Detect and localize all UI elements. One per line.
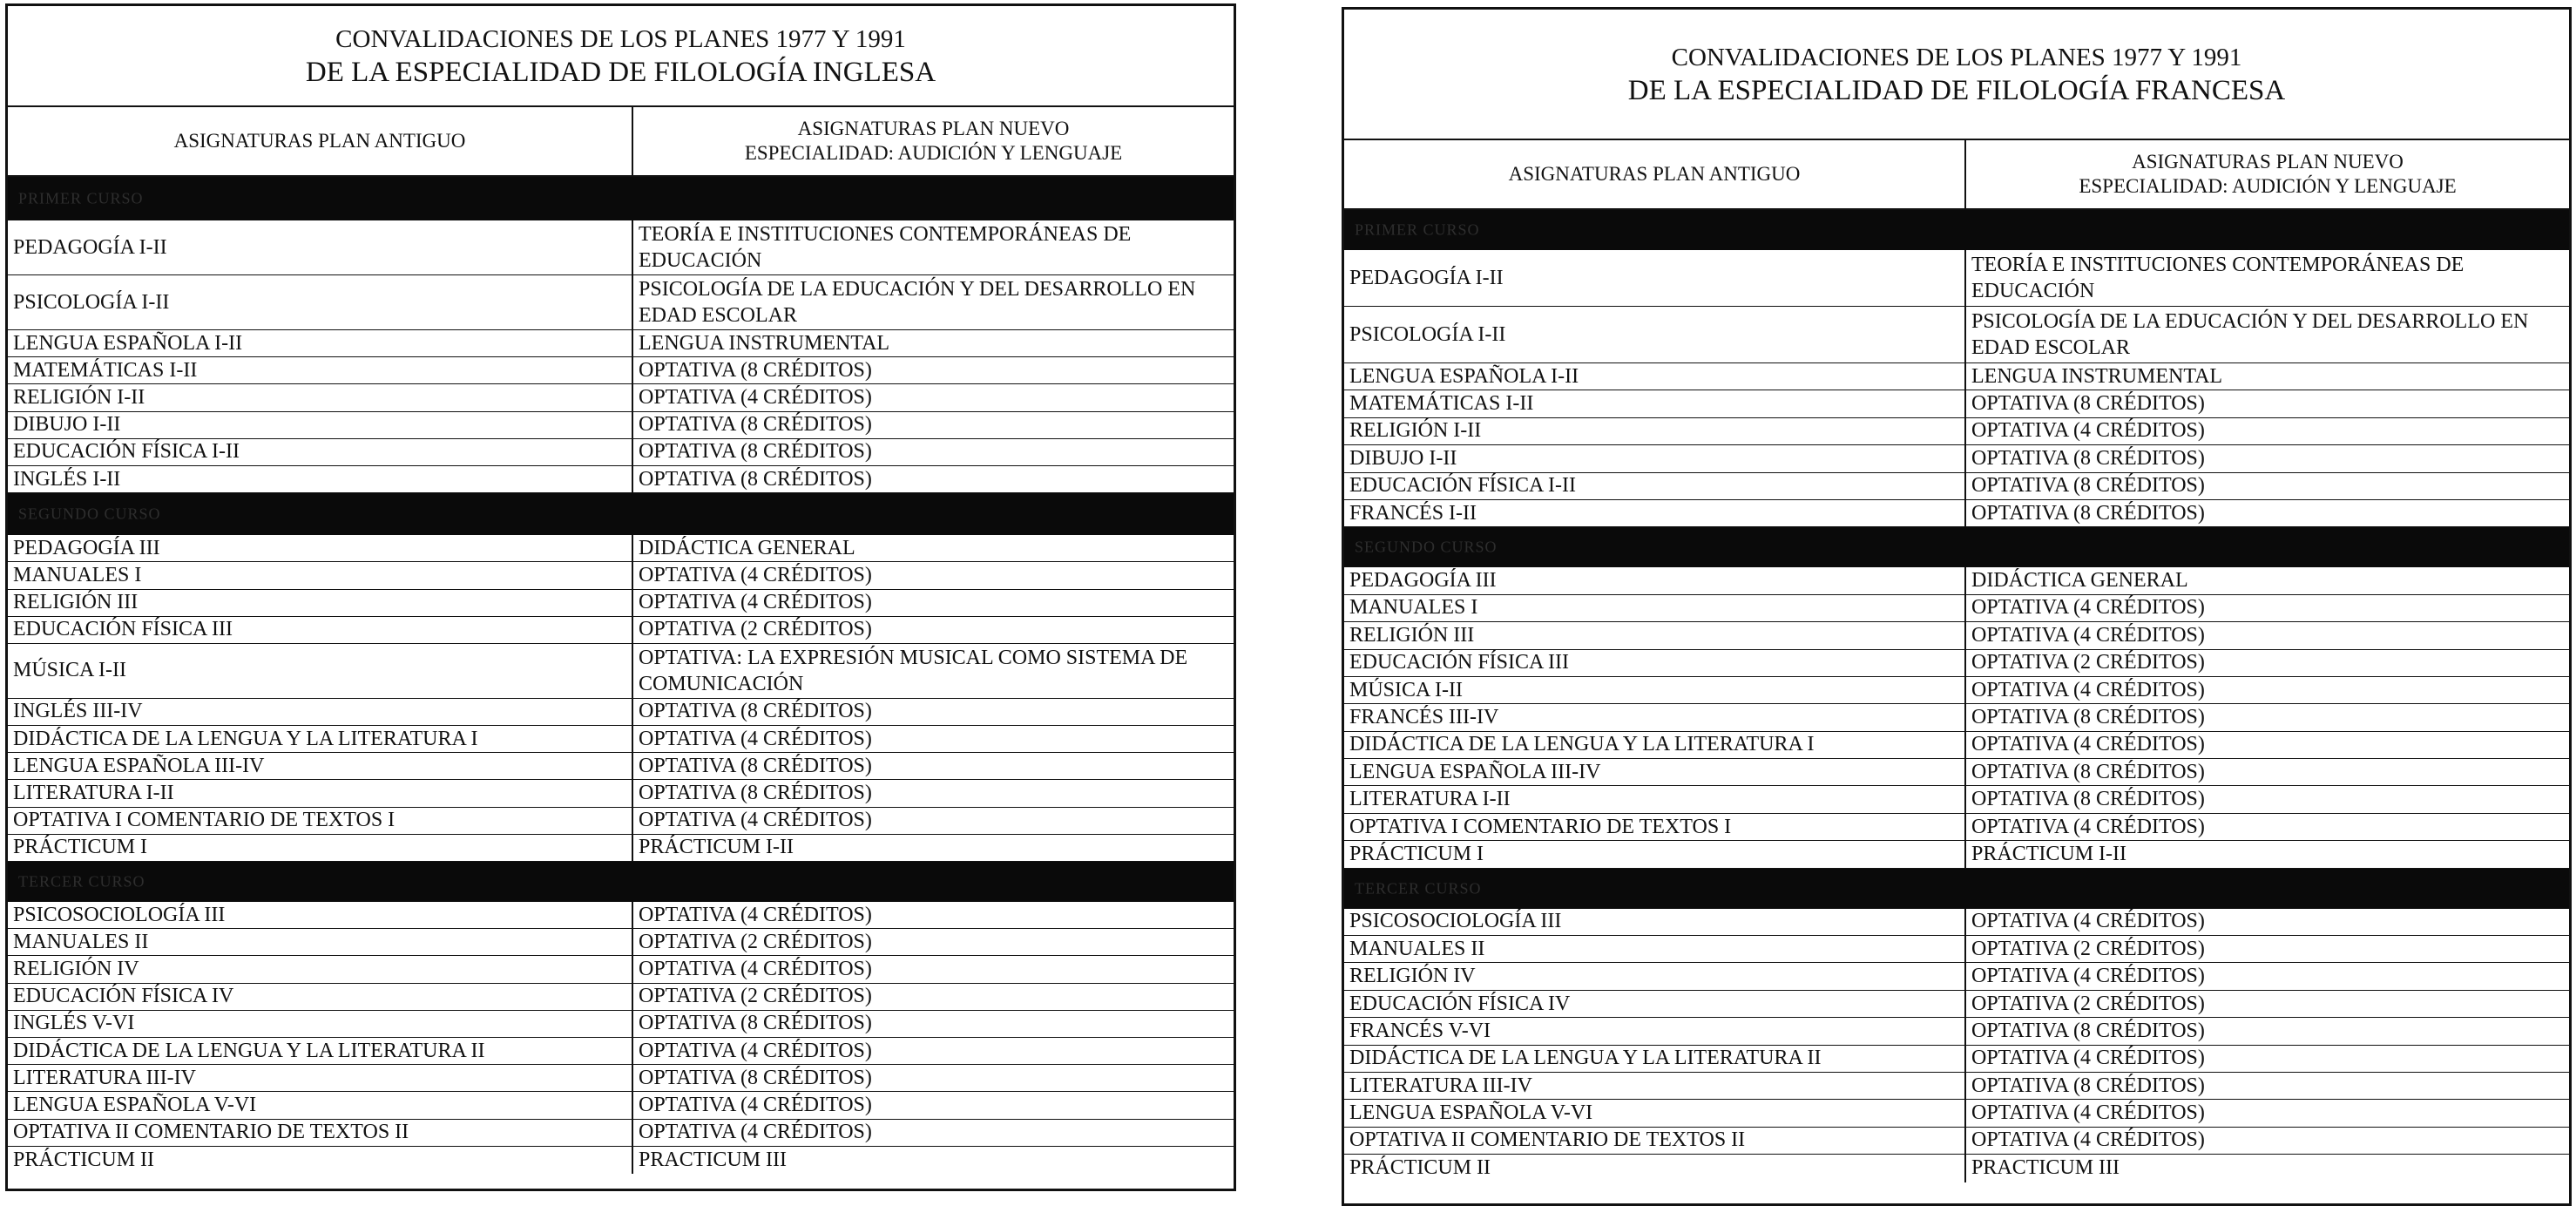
cell-plan-antiguo: EDUCACIÓN FÍSICA I-II [1344,473,1966,499]
table-row [1344,936,2569,963]
header-plan-antiguo: ASIGNATURAS PLAN ANTIGUO [8,107,633,175]
cell-plan-antiguo: RELIGIÓN III [8,590,633,616]
cell-plan-antiguo: OPTATIVA II COMENTARIO DE TEXTOS II [1344,1128,1966,1154]
table-row [8,780,1234,807]
cell-plan-antiguo: PEDAGOGÍA I-II [1344,250,1966,306]
cell-plan-antiguo: PEDAGOGÍA III [8,535,633,561]
cell-plan-antiguo: LITERATURA III-IV [1344,1073,1966,1099]
table-row [8,439,1234,466]
table-row [1344,500,2569,527]
cell-plan-antiguo: LITERATURA I-II [8,780,633,806]
table-row [8,808,1234,835]
title-line-2: DE LA ESPECIALIDAD DE FILOLOGÍA FRANCESA [1627,75,2286,106]
cell-plan-nuevo: OPTATIVA (4 CRÉDITOS) [639,809,872,832]
table-row [1344,250,2569,307]
cell-plan-antiguo: DIDÁCTICA DE LA LENGUA Y LA LITERATURA II [8,1038,633,1064]
title-line-2: DE LA ESPECIALIDAD DE FILOLOGÍA INGLESA [305,57,936,88]
cell-plan-nuevo: PRÁCTICUM I-II [639,836,794,859]
cell-plan-antiguo: PRÁCTICUM I [8,835,633,861]
cell-plan-nuevo: PRACTICUM III [639,1148,788,1171]
cell-plan-nuevo: OPTATIVA (4 CRÉDITOS) [1971,1047,2205,1070]
cell-plan-nuevo: OPTATIVA (8 CRÉDITOS) [639,754,872,777]
cell-plan-antiguo: PRÁCTICUM II [1344,1155,1966,1182]
cell-plan-nuevo: OPTATIVA (8 CRÉDITOS) [1971,474,2205,498]
cell-plan-antiguo: FRANCÉS V-VI [1344,1018,1966,1044]
table-row [1344,759,2569,786]
header-plan-nuevo-line-2: ESPECIALIDAD: AUDICIÓN Y LENGUAJE [2079,175,2457,197]
cell-plan-nuevo: OPTATIVA (8 CRÉDITOS) [1971,705,2205,728]
table-row [8,902,1234,929]
table-row [1344,622,2569,649]
cell-plan-antiguo: MATEMÁTICAS I-II [1344,390,1966,417]
cell-plan-nuevo: OPTATIVA (8 CRÉDITOS) [1971,446,2205,470]
convalidation-table-frances [1342,7,2572,1206]
cell-plan-nuevo: OPTATIVA (2 CRÉDITOS) [639,930,872,953]
table-row [8,330,1234,357]
cell-plan-antiguo: LENGUA ESPAÑOLA III-IV [1344,759,1966,785]
convalidation-table-ingles [5,3,1236,1191]
cell-plan-antiguo: OPTATIVA I COMENTARIO DE TEXTOS I [8,808,633,834]
table-row [1344,1046,2569,1073]
cell-plan-nuevo: OPTATIVA (8 CRÉDITOS) [1971,760,2205,783]
cell-plan-nuevo: OPTATIVA (8 CRÉDITOS) [639,1066,872,1089]
table-row [8,699,1234,726]
table-row [8,466,1234,493]
table-row [1344,390,2569,417]
table-row [1344,1073,2569,1100]
cell-plan-antiguo: EDUCACIÓN FÍSICA I-II [8,439,633,465]
table-row [8,1038,1234,1065]
cell-plan-antiguo: PRÁCTICUM II [8,1147,633,1174]
cell-plan-antiguo: PSICOSOCIOLOGÍA III [8,902,633,928]
cell-plan-nuevo: OPTATIVA (8 CRÉDITOS) [639,1012,872,1035]
section-band [1344,869,2569,909]
cell-plan-antiguo: FRANCÉS I-II [1344,500,1966,526]
cell-plan-nuevo: OPTATIVA (4 CRÉDITOS) [639,1039,872,1062]
cell-plan-antiguo: DIBUJO I-II [1344,445,1966,471]
cell-plan-nuevo: OPTATIVA (4 CRÉDITOS) [1971,910,2205,933]
cell-plan-antiguo: EDUCACIÓN FÍSICA IV [1344,991,1966,1017]
cell-plan-antiguo: RELIGIÓN IV [1344,963,1966,989]
cell-plan-nuevo: OPTATIVA (2 CRÉDITOS) [1971,937,2205,960]
table-row [1344,418,2569,445]
table-row [1344,732,2569,759]
cell-plan-antiguo: MÚSICA I-II [1344,677,1966,703]
table-body [8,177,1234,1174]
cell-plan-nuevo: OPTATIVA (4 CRÉDITOS) [639,957,872,980]
cell-plan-nuevo: OPTATIVA (2 CRÉDITOS) [1971,651,2205,674]
table-row [8,562,1234,589]
table-row [8,753,1234,780]
section-band-label: SEGUNDO CURSO [18,505,161,523]
table-row [8,1147,1234,1174]
cell-plan-nuevo: OPTATIVA (4 CRÉDITOS) [1971,965,2205,988]
section-band [1344,527,2569,567]
cell-plan-antiguo: PSICOLOGÍA I-II [1344,307,1966,362]
cell-plan-nuevo: OPTATIVA (4 CRÉDITOS) [1971,733,2205,756]
cell-plan-nuevo: PRACTICUM III [1971,1156,2120,1180]
table-row [1344,786,2569,813]
cell-plan-nuevo: OPTATIVA (8 CRÉDITOS) [1971,1074,2205,1097]
cell-plan-antiguo: FRANCÉS III-IV [1344,704,1966,730]
cell-plan-antiguo: MANUALES I [1344,595,1966,621]
table-row [1344,595,2569,622]
cell-plan-nuevo: OPTATIVA (4 CRÉDITOS) [1971,678,2205,701]
cell-plan-nuevo: DIDÁCTICA GENERAL [639,536,855,559]
cell-plan-antiguo: EDUCACIÓN FÍSICA III [8,617,633,643]
cell-plan-antiguo: INGLÉS I-II [8,466,633,492]
cell-plan-nuevo: OPTATIVA (4 CRÉDITOS) [1971,623,2205,647]
header-plan-nuevo [1966,140,2569,208]
cell-plan-nuevo: PSICOLOGÍA DE LA EDUCACIÓN Y DEL DESARROLLO EN EDAD ESCOLAR [639,278,1196,327]
title-line-1: CONVALIDACIONES DE LOS PLANES 1977 Y 1991 [335,25,906,53]
table-row [8,1065,1234,1092]
cell-plan-nuevo: OPTATIVA (8 CRÉDITOS) [1971,392,2205,416]
table-row [1344,1100,2569,1127]
table-title [1344,10,2569,140]
cell-plan-nuevo: LENGUA INSTRUMENTAL [1971,364,2223,388]
header-plan-nuevo-line-2: ESPECIALIDAD: AUDICIÓN Y LENGUAJE [744,142,1123,164]
table-row [1344,307,2569,363]
table-row [1344,909,2569,936]
cell-plan-antiguo: LENGUA ESPAÑOLA V-VI [8,1092,633,1118]
section-band-label: SEGUNDO CURSO [1355,538,1498,556]
table-row [8,984,1234,1011]
section-band-label: TERCER CURSO [18,872,145,891]
cell-plan-nuevo: OPTATIVA (4 CRÉDITOS) [639,385,872,409]
cell-plan-antiguo: DIBUJO I-II [8,412,633,438]
cell-plan-antiguo: LENGUA ESPAÑOLA I-II [8,330,633,356]
cell-plan-nuevo: OPTATIVA: LA EXPRESIÓN MUSICAL COMO SISTEMA DE COMUNICACIÓN [639,646,1188,695]
table-row [8,357,1234,384]
cell-plan-nuevo: OPTATIVA (8 CRÉDITOS) [1971,501,2205,525]
cell-plan-nuevo: PSICOLOGÍA DE LA EDUCACIÓN Y DEL DESARROLLO EN EDAD ESCOLAR [1971,310,2529,359]
cell-plan-antiguo: MANUALES II [1344,936,1966,962]
header-plan-nuevo-line-1: ASIGNATURAS PLAN NUEVO [2132,151,2404,173]
cell-plan-nuevo: OPTATIVA (8 CRÉDITOS) [639,440,872,464]
cell-plan-nuevo: OPTATIVA (4 CRÉDITOS) [639,1093,872,1116]
header-plan-nuevo-line-1: ASIGNATURAS PLAN NUEVO [797,118,1070,139]
table-row [8,617,1234,644]
cell-plan-nuevo: OPTATIVA (4 CRÉDITOS) [1971,1101,2205,1125]
table-row [1344,1018,2569,1045]
table-row [8,835,1234,862]
cell-plan-antiguo: INGLÉS III-IV [8,699,633,725]
title-line-1: CONVALIDACIONES DE LOS PLANES 1977 Y 1991 [1671,44,2242,71]
table-title [8,6,1234,107]
header-plan-nuevo [633,107,1234,175]
cell-plan-antiguo: LITERATURA I-II [1344,786,1966,812]
table-row [1344,473,2569,500]
table-row [1344,1128,2569,1155]
cell-plan-nuevo: DIDÁCTICA GENERAL [1971,569,2188,593]
cell-plan-antiguo: RELIGIÓN IV [8,956,633,982]
cell-plan-antiguo: RELIGIÓN I-II [8,384,633,410]
cell-plan-nuevo: OPTATIVA (8 CRÉDITOS) [639,782,872,805]
cell-plan-nuevo: OPTATIVA (4 CRÉDITOS) [639,591,872,614]
cell-plan-antiguo: MATEMÁTICAS I-II [8,357,633,383]
cell-plan-antiguo: PSICOLOGÍA I-II [8,275,633,329]
cell-plan-antiguo: OPTATIVA II COMENTARIO DE TEXTOS II [8,1120,633,1146]
cell-plan-antiguo: PEDAGOGÍA I-II [8,220,633,274]
table-row [8,384,1234,411]
cell-plan-antiguo: RELIGIÓN I-II [1344,418,1966,444]
table-row [8,929,1234,956]
table-row [1344,814,2569,841]
table-row [1344,445,2569,472]
section-band [8,862,1234,902]
cell-plan-antiguo: INGLÉS V-VI [8,1011,633,1037]
table-row [8,412,1234,439]
table-row [1344,704,2569,731]
cell-plan-nuevo: PRÁCTICUM I-II [1971,842,2126,865]
cell-plan-nuevo: LENGUA INSTRUMENTAL [639,331,890,355]
cell-plan-nuevo: OPTATIVA (2 CRÉDITOS) [639,618,872,641]
cell-plan-nuevo: OPTATIVA (4 CRÉDITOS) [1971,815,2205,838]
cell-plan-antiguo: DIDÁCTICA DE LA LENGUA Y LA LITERATURA I [8,726,633,752]
cell-plan-nuevo: OPTATIVA (4 CRÉDITOS) [1971,1128,2205,1152]
table-row [1344,363,2569,390]
cell-plan-nuevo: OPTATIVA (8 CRÉDITOS) [1971,788,2205,811]
cell-plan-antiguo: PRÁCTICUM I [1344,841,1966,867]
header-plan-antiguo: ASIGNATURAS PLAN ANTIGUO [1344,140,1966,208]
cell-plan-nuevo: TEORÍA E INSTITUCIONES CONTEMPORÁNEAS DE EDUCACIÓN [639,223,1132,272]
cell-plan-antiguo: PEDAGOGÍA III [1344,567,1966,593]
cell-plan-nuevo: OPTATIVA (8 CRÉDITOS) [639,700,872,723]
table-row [1344,650,2569,677]
table-row [8,644,1234,699]
cell-plan-antiguo: EDUCACIÓN FÍSICA III [1344,650,1966,676]
table-row [1344,963,2569,990]
table-row [8,1092,1234,1119]
cell-plan-antiguo: OPTATIVA I COMENTARIO DE TEXTOS I [1344,814,1966,840]
cell-plan-antiguo: RELIGIÓN III [1344,622,1966,648]
cell-plan-nuevo: OPTATIVA (4 CRÉDITOS) [639,903,872,926]
table-row [8,220,1234,275]
cell-plan-antiguo: DIDÁCTICA DE LA LENGUA Y LA LITERATURA I [1344,732,1966,758]
table-row [8,535,1234,562]
cell-plan-nuevo: OPTATIVA (8 CRÉDITOS) [639,413,872,437]
table-row [8,1011,1234,1038]
cell-plan-nuevo: OPTATIVA (4 CRÉDITOS) [639,727,872,750]
cell-plan-nuevo: OPTATIVA (2 CRÉDITOS) [1971,992,2205,1015]
section-band-label: PRIMER CURSO [18,189,144,207]
table-row [8,275,1234,330]
cell-plan-antiguo: LENGUA ESPAÑOLA III-IV [8,753,633,779]
table-row [8,590,1234,617]
cell-plan-antiguo: PSICOSOCIOLOGÍA III [1344,909,1966,935]
table-row [1344,1155,2569,1182]
cell-plan-nuevo: OPTATIVA (8 CRÉDITOS) [639,358,872,382]
table-row [8,1120,1234,1147]
cell-plan-antiguo: LENGUA ESPAÑOLA V-VI [1344,1100,1966,1126]
table-row [1344,841,2569,868]
column-headers [8,107,1234,177]
cell-plan-nuevo: OPTATIVA (4 CRÉDITOS) [639,1121,872,1144]
cell-plan-antiguo: DIDÁCTICA DE LA LENGUA Y LA LITERATURA II [1344,1046,1966,1072]
cell-plan-nuevo: OPTATIVA (8 CRÉDITOS) [1971,1019,2205,1042]
cell-plan-nuevo: OPTATIVA (4 CRÉDITOS) [1971,419,2205,443]
cell-plan-antiguo: MANUALES II [8,929,633,955]
table-body [1344,210,2569,1182]
section-band-label: PRIMER CURSO [1355,220,1480,239]
table-row [1344,567,2569,594]
column-headers [1344,140,2569,210]
cell-plan-antiguo: MÚSICA I-II [8,644,633,698]
cell-plan-antiguo: MANUALES I [8,562,633,588]
cell-plan-nuevo: TEORÍA E INSTITUCIONES CONTEMPORÁNEAS DE EDUCACIÓN [1971,254,2464,302]
cell-plan-antiguo: EDUCACIÓN FÍSICA IV [8,984,633,1010]
cell-plan-nuevo: OPTATIVA (4 CRÉDITOS) [1971,596,2205,620]
section-band [8,493,1234,535]
cell-plan-nuevo: OPTATIVA (4 CRÉDITOS) [639,563,872,586]
cell-plan-antiguo: LENGUA ESPAÑOLA I-II [1344,363,1966,390]
table-row [1344,677,2569,704]
table-row [8,956,1234,983]
cell-plan-nuevo: OPTATIVA (2 CRÉDITOS) [639,985,872,1008]
cell-plan-antiguo: LITERATURA III-IV [8,1065,633,1091]
section-band [1344,210,2569,250]
table-row [8,726,1234,753]
table-row [1344,991,2569,1018]
cell-plan-nuevo: OPTATIVA (8 CRÉDITOS) [639,467,872,491]
section-band-label: TERCER CURSO [1355,879,1482,898]
section-band [8,177,1234,220]
